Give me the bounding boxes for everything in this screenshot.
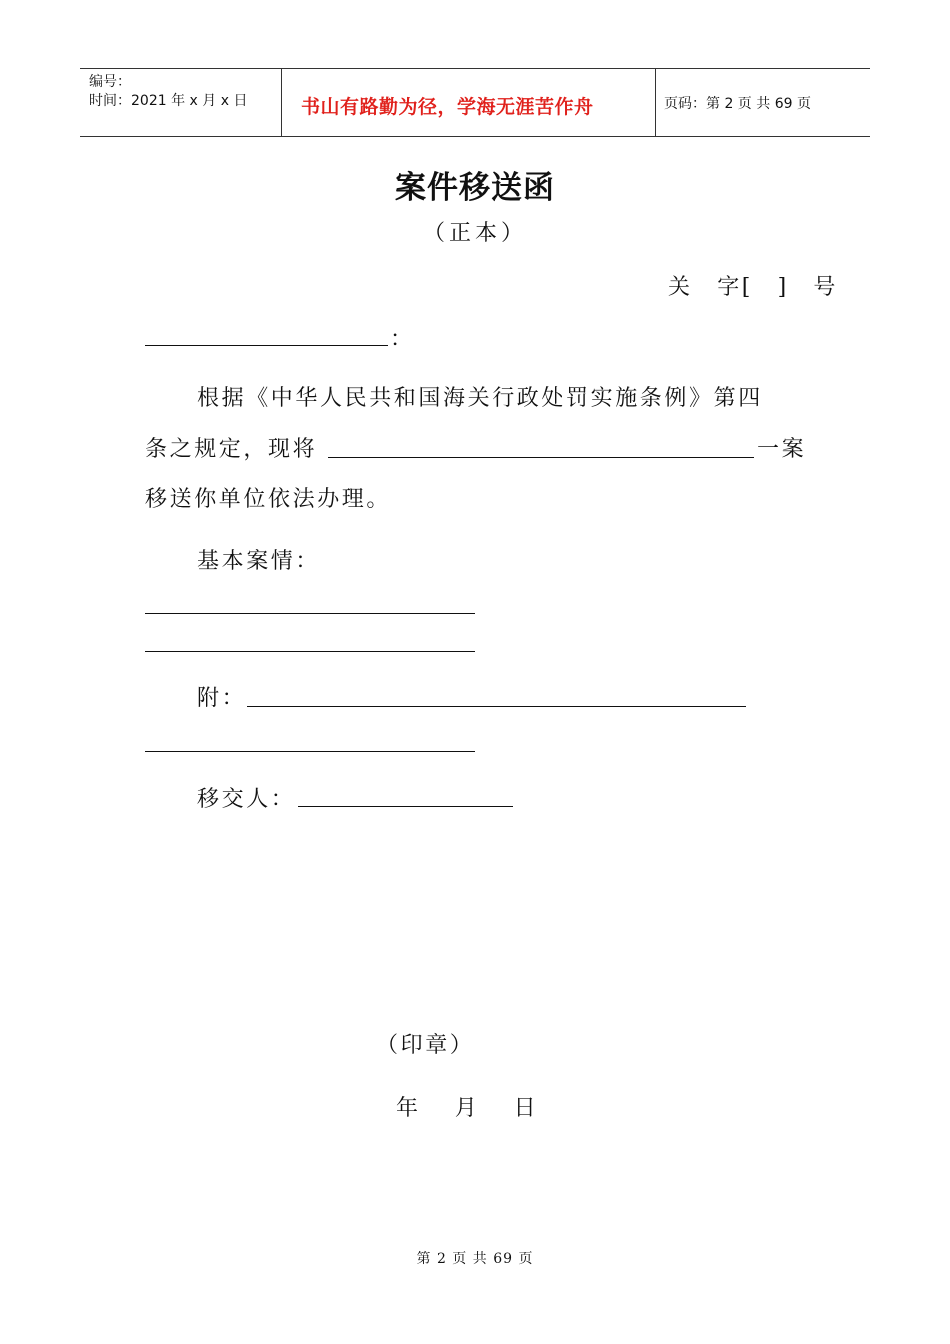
- recipient-colon: ：: [390, 327, 415, 352]
- transferor-blank-line: [298, 806, 513, 807]
- header-number-label: 编号：: [89, 74, 131, 90]
- reference-number: 关 字[ ] 号: [668, 275, 838, 300]
- case-facts-blank-line-1: [145, 613, 475, 614]
- document-subtitle: （正本）: [422, 221, 527, 246]
- footer-page-number: 第 2 页 共 69 页: [416, 1251, 534, 1267]
- header-divider-left: [281, 68, 282, 136]
- date-label: 年 月 日: [396, 1096, 539, 1121]
- seal-label: （印章）: [376, 1033, 475, 1058]
- case-name-blank-line: [328, 457, 754, 458]
- paragraph-line-1: 根据《中华人民共和国海关行政处罚实施条例》第四: [197, 386, 763, 411]
- header-bottom-rule: [80, 136, 870, 137]
- document-title: 案件移送函: [395, 170, 555, 206]
- attachment-blank-line-2: [145, 751, 475, 752]
- attachment-blank-line-1: [247, 706, 746, 707]
- header-time-label: 时间：2021 年 x 月 x 日: [89, 93, 248, 109]
- case-facts-label: 基本案情：: [197, 549, 321, 574]
- header-motto: 书山有路勤为径，学海无涯苦作舟: [301, 96, 594, 118]
- case-facts-blank-line-2: [145, 651, 475, 652]
- header-divider-right: [655, 68, 656, 136]
- paragraph-line-3: 移送你单位依法办理。: [145, 487, 392, 512]
- paragraph-line-2-prefix: 条之规定，现将: [145, 437, 318, 462]
- attachment-label: 附：: [197, 686, 247, 711]
- paragraph-line-2-suffix: 一案: [757, 437, 807, 462]
- header-page-info: 页码：第 2 页 共 69 页: [664, 96, 811, 112]
- recipient-blank-line: [145, 345, 388, 346]
- transferor-label: 移交人：: [197, 787, 296, 812]
- header-top-rule: [80, 68, 870, 69]
